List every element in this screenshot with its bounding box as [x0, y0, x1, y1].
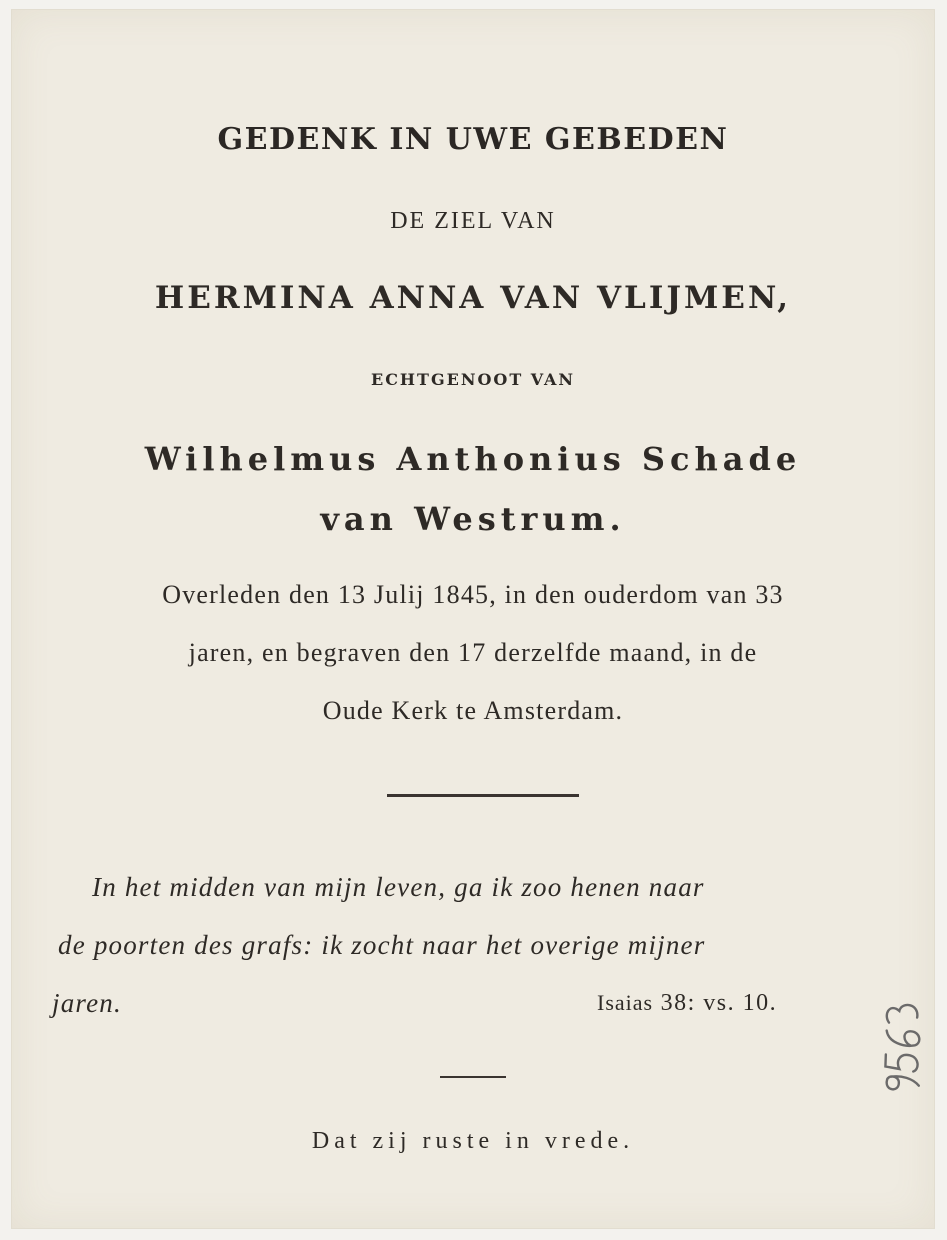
soul-line: DE ZIEL VAN [390, 208, 556, 234]
husband-name-line-1: Wilhelmus Anthonius Schade [144, 440, 802, 478]
spouse-line: ECHTGENOOT VAN [371, 370, 575, 389]
details-line-1: Overleden den 13 Julij 1845, in den ouderdom van 33 [162, 580, 784, 609]
details-line-3: Oude Kerk te Amsterdam. [322, 696, 624, 725]
memorial-card [12, 10, 934, 1228]
husband-name-line-2: van Westrum. [320, 500, 626, 538]
citation-reference: 38: vs. 10. [660, 990, 778, 1016]
quote-line-3: jaren. [52, 988, 122, 1018]
closing-line: Dat zij ruste in vrede. [311, 1128, 635, 1154]
quote-line-1: In het midden van mijn leven, ga ik zoo henen naar [92, 872, 705, 902]
handwritten-catalog-number [865, 1000, 935, 1100]
deceased-name: HERMINA ANNA VAN VLIJMEN, [154, 280, 792, 316]
quote-citation [597, 990, 777, 1017]
citation-book: Isaias [597, 990, 654, 1015]
details-line-2: jaren, en begraven den 17 derzelfde maand, in de [188, 638, 758, 667]
card-heading: GEDENK IN UWE GEBEDEN [217, 122, 729, 157]
ornamental-divider [387, 794, 579, 797]
quote-line-2: de poorten des grafs: ik zocht naar het overige mijner [58, 930, 706, 960]
short-divider [440, 1076, 506, 1078]
